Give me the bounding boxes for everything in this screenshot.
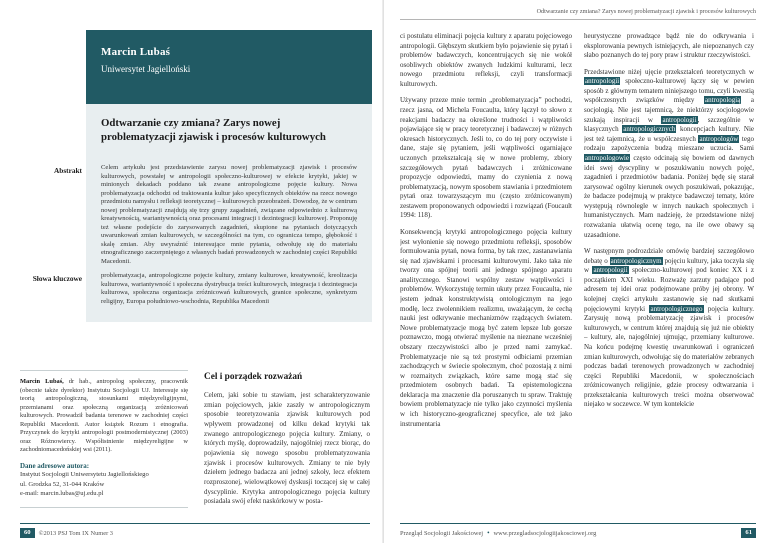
search-highlight: antropologowie xyxy=(585,153,629,162)
search-highlight: antropologią xyxy=(704,96,741,105)
page-60-footer xyxy=(20,523,370,538)
author-bio-text: dr hab., antropolog społeczny, pracownik (obecnie także dyrektor) Instytutu Socjologii UJ. Interesuje się teorią antropologiczną, stosunkami międzyreligijnymi, przemianami oraz społeczną organizacją zróżnicowań kulturowych. Prowadził badania terenowe w zachodniej części Republiki Macedonii. Autor książek Rozum i etnografia. Przyczynek do krytyki antropologii postmodernistycznej (2003) oraz Różnowiercy. Współistnienie międzyreligijne w zachodniomacedońskiej wsi (2011). xyxy=(20,378,188,454)
journal-url-link[interactable]: www.przegladsocjologiijakosciowej.org xyxy=(493,529,597,537)
section-paragraph: Celem, jaki sobie tu stawiam, jest scharakteryzowanie zmian pojęciowych, jakie zaszły w antropologicznym sposobie teoretyzowania zjawisk kulturowych pod wpływem prowadzonej od kilku dekad krytyki tak zwanego antropologicznego pojęcia kultury. Zmiany, o których myślę, doprowadziły, najogólniej rzecz biorąc, do pojawienia się nowego sposobu problematyzowania zjawisk i procesów kulturowych. Zmiany te nie były dziełem jednego badacza ani jednej szkoły, lecz efektem rozproszonej, wielowątkowej dyskusji toczącej się w całej dyscyplinie. Krytyka antropologicznego pojęcia kultury posiadała swój efekt naskórkowy w posta- xyxy=(204,391,370,506)
body-paragraph: Przedstawione niżej ujęcie przekształceń teoretycznych w antropologii społeczno-kulturowej łączy się w pewien sposób z głównym tematem niniejszego tomu, czyli kwestią współczesnych związków między antropologią a socjologią. Nie jest tajemnicą, że niektórzy socjologowie szukają inspiracji w antropologii, szczególnie w klasycznych antropologicznych koncepcjach kultury. Nie jest też tajemnicą, że u współczesnych antropologów tego rodzaju zapożyczenia budzą mieszane uczucia. Sami antropologowie często odcinają się bowiem od dawnych idei swej dyscypliny w poszukiwaniu nowych pojęć, zagadnień i przedmiotów badania. Poniżej będę się starał zarysować ogólny kierunek owych poszukiwań, pokazując, że badacze podejmują w praktyce badawczej tematy, które występują równolegle w innych naukach społecznych i humanistycznych. Mam nadzieję, że przedstawione niżej rozważania ułatwią ocenę tego, na ile owe obawy są uzasadnione. xyxy=(584,67,754,239)
journal-name: Przegląd Socjologii Jakościowej xyxy=(400,529,484,537)
address-institute: Instytut Socjologii Uniwersytetu Jagiellońskiego xyxy=(20,470,149,478)
body-paragraph: ci postulatu eliminacji pojęcia kultury z aparatu pojęciowego antropologii. Głębszym skutkiem było pojawienie się pytań i problemów badawczych, koncentrujących się nie wokół osobliwych obiektów zwanych ludzkimi kulturami, lecz nowego przedmiotu refleksji, czyli transformacji kulturowych. xyxy=(400,32,572,88)
address-street: ul. Grodzka 52, 31-044 Kraków xyxy=(20,480,105,488)
running-header: Odtwarzanie czy zmiana? Zarys nowej problematyzacji zjawisk i procesów kulturowych xyxy=(400,8,756,20)
author-bio xyxy=(20,378,188,455)
abstract-label: Abstrakt xyxy=(54,166,82,175)
search-highlight: antropologii xyxy=(593,266,628,275)
search-highlight: antropologii xyxy=(585,77,620,86)
page-number-61: 61 xyxy=(741,528,756,538)
bullet-separator-icon: • xyxy=(487,529,490,537)
body-paragraph: Używany przeze mnie termin „problematyzacja” pochodzi, rzecz jasna, od Michela Foucaulta, który łączył to słowo z reakcjami badaczy na określone trudności i wątpliwości pojawiające się w pracy teoretycznej i badawczej w różnych okresach historycznych. Jeśli to, co do tej pory oczywiste i dane, staje się pytaniem, jeśli wątpliwości ogarniające uczonych przekształcają się w nowe problemy, zbiory szczegółowych pytań badawczych i zróżnicowane propozycje odpowiedzi, mamy do czynienia z nową problematyzacją, nowym sposobem stawiania i przedmiotem pytań oraz towarzyszącym mu (często zróżnicowanym) zestawem proponowanych odpowiedzi i rozwiązań (Foucault 1994: 118). xyxy=(400,96,572,220)
copyright-text: ©2013 PSJ Tom IX Numer 3 xyxy=(38,529,114,537)
body-paragraph: heurystyczne prowadzące bądź nie do odkrywania i eksplorowania pewnych istniejących, ale niepoznanych czy słabo poznanych do tej pory praw i struktur rzeczywistości. xyxy=(584,32,754,60)
section-heading: Cel i porządek rozważań xyxy=(204,372,303,382)
author-bio-name: Marcin Lubaś, xyxy=(20,378,64,385)
search-highlight: antropologicznym xyxy=(610,256,662,265)
keywords-label: Słowa kluczowe xyxy=(32,274,82,283)
keywords-text: problematyzacja, antropologiczne pojęcie kultury, zmiany kulturowe, kreatywność, kreolizacja kulturowa, wariantywność i społeczna dystrybucja treści kulturowych, integracja i dezintegracja kulturowa, społeczna organizacja zróżnicowań kulturowych, granice społeczne, synkretyzm religijny, Europa południowo-wschodnia, Republika Macedonii xyxy=(101,272,357,305)
article-title: Odtwarzanie czy zmiana? Zarys nowej problematyzacji zjawisk i procesów kulturowych xyxy=(101,117,326,144)
page-61 xyxy=(384,0,768,543)
page-61-footer xyxy=(400,523,756,538)
search-highlight: antropologii xyxy=(662,115,697,124)
author-affiliation: Uniwersytet Jagielloński xyxy=(101,64,191,74)
author-email-link[interactable]: e-mail: marcin.lubas@uj.edu.pl xyxy=(20,490,104,498)
author-bio-block xyxy=(20,370,188,508)
search-highlight: antropologicznych xyxy=(623,125,676,134)
page-number-60: 60 xyxy=(20,528,35,538)
body-paragraph: W następnym podrozdziale omówię bardziej szczegółowo debatę o antropologicznym pojęciu kultury, jaka toczyła się w antropologii społeczno-kulturowej pod koniec XX i z początkiem XXI wieku. Rozważę zarzuty padające pod adresem tej idei oraz podejmowane próby jej obrony. W kolejnej części artykułu zastanowię się nad skutkami pojęciowymi krytyki antropologicznego pojęcia kultury. Zarysuję nową problematyzację zjawisk i procesów kulturowych, w centrum której znajdują się już nie obiekty – kultury, ale, najogólniej ujmując, przemiany kulturowe. Na końcu podejmę kwestię uwarunkowań i ograniczeń zmian kulturowych, odwołując się do materiałów zebranych podczas badań terenowych prowadzonych w zachodniej części Republiki Macedonii, w społecznościach zróżnicowanych religijnie, gdzie procesy odtwarzania i przekształcania kulturowych treści można obserwować niejako w soczewce. W tym kontekście xyxy=(584,247,754,409)
address-heading: Dane adresowe autora: xyxy=(20,461,90,470)
text-column-right xyxy=(584,32,754,520)
text-column-left xyxy=(400,32,572,520)
section-cel-i-porzadek xyxy=(204,372,370,507)
body-paragraph: Konsekwencją krytyki antropologicznego pojęcia kultury jest wyłonienie się nowego przedmiotu refleksji, sposobów formułowania pytań, nowa forma, by tak rzec, zastanawiania się nad zjawiskami i procesami kulturowymi. Jako taka nie tworzy ona spójnej teorii ani jednego spójnego aparatu analitycznego. Stanowi wspólny zestaw wątpliwości i problemów. Wykorzystuję termin ukuty przez Foucaulta, nie jestem jednak konstruktywistą ontologicznym na jego modłę, lecz zwolennikiem realizmu, uważającym, że cechą nauki jest odkrywanie mechanizmów rządzących światem. Nowe problematyzacje mogą być zatem lepsze lub gorsze poznawczo, mogą otwierać myślenie na nieznane wcześniej obszary rzeczywistości albo je przed nami zamykać. Problematyzacje nie są też prostymi odbiciami przemian zachodzących w świecie społecznym, choć pozostają z nimi w rozmaitych związkach, które same mogą stać się przedmiotem osobnych badań. Ta epistemologiczna deklaracja ma znaczenie dla poruszanych tu spraw. Traktuję bowiem problematyzacje nie tylko jako czynności myślenia w ich historyczno-geograficznej specyfice, ale też jako instrumentaria xyxy=(400,227,572,428)
search-highlight: antropologów xyxy=(699,134,739,143)
search-highlight: antropologicznego xyxy=(650,304,703,313)
author-band xyxy=(86,30,372,104)
author-name: Marcin Lubaś xyxy=(101,46,171,58)
abstract-text: Celem artykułu jest przedstawienie zarysu nowej problematyzacji zjawisk i procesów kulturowych, powstałej w antropologii społeczno-kulturowej w efekcie krytyki, jakiej w minionych dekadach poddano tak zwane antropologiczne pojęcie kultury. Nowa problematyzacja odchodzi od traktowania kultur jako specyficznych obiektów na rzecz nowego przedmiotu namysłu i refleksji teoretycznej – kulturowych przeobrażeń. Dowodzę, że w centrum nowej problematyzacji znajdują się trzy grupy zagadnień, związane odpowiednio z kulturową kreatywnością, wariantywnością oraz procesami integracji i dezintegracji kulturowej. Proponuję też własne podejście do zarysowanych zagadnień, skupione na pytaniach dotyczących uwarunkowań zmian kulturowych, w szczególności na tym, co ogranicza tempo, głębokość i skalę zmian. Aby uwyraźnić interesujące mnie pytania, odwołuję się do materiału etnograficznego zaczerpniętego z własnych badań prowadzonych w zachodniej części Republiki Macedonii. xyxy=(101,164,357,265)
